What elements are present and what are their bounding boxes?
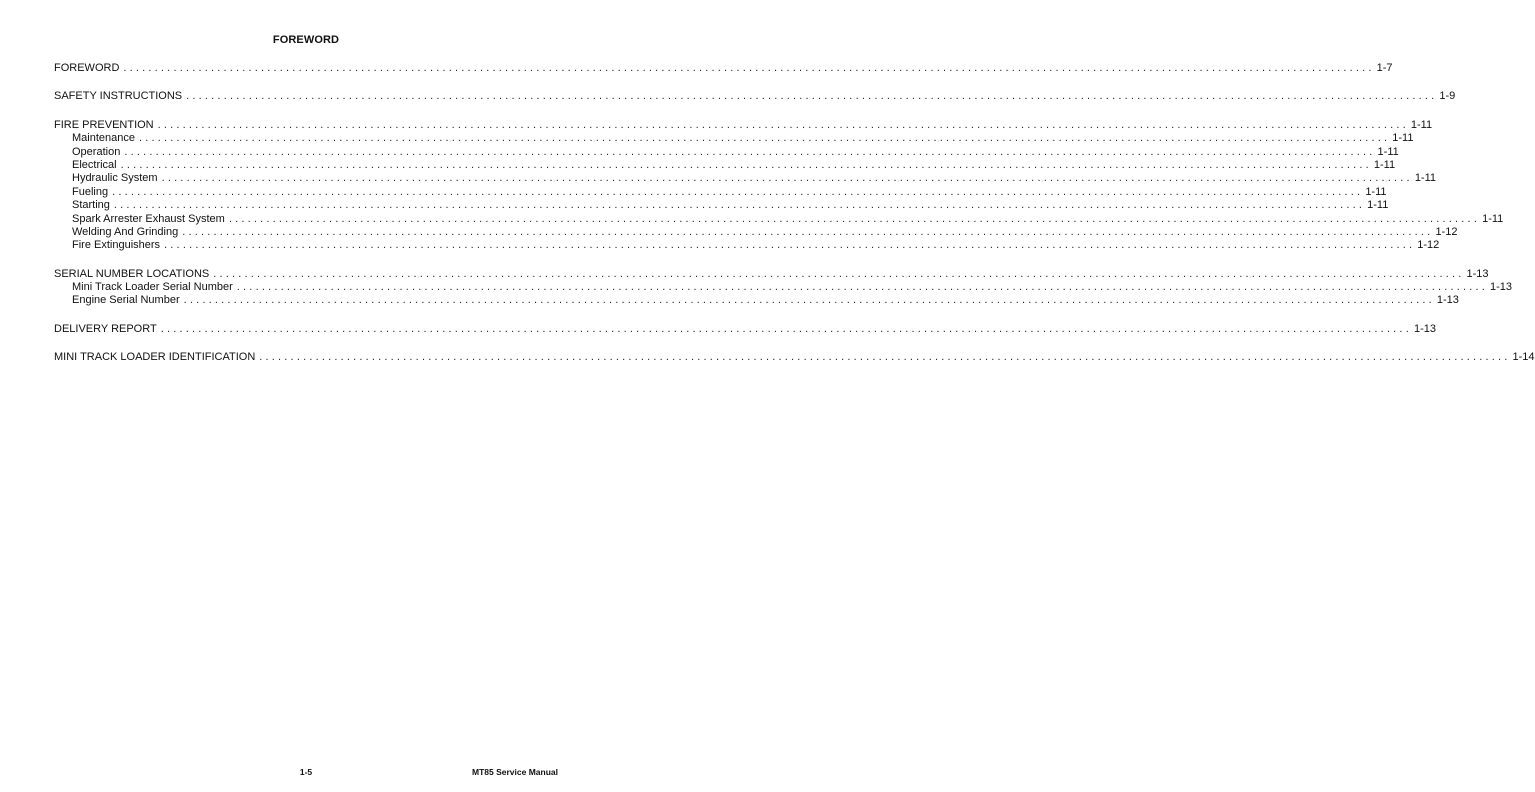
dot-leader: ........................................................................................................................................................................................................: [160, 322, 1412, 335]
toc-section: [54, 90, 1456, 103]
dot-leader: ........................................................................................................................................................................................................: [228, 212, 1481, 225]
dot-leader: ........................................................................................................................................................................................................: [113, 199, 1366, 212]
dot-leader: ........................................................................................................................................................................................................: [182, 225, 1434, 238]
toc-section: [54, 118, 1504, 253]
toc-entry-page: 1-11: [1414, 172, 1437, 185]
toc-entry: [54, 90, 1456, 103]
toc-entry-page: 1-13: [1413, 322, 1436, 335]
toc-entry-label: Electrical: [72, 158, 117, 171]
dot-leader: ........................................................................................................................................................................................................: [112, 185, 1364, 198]
toc-entry-label: FIRE PREVENTION: [54, 118, 154, 131]
toc-subentry: [54, 158, 1396, 172]
page-title: FOREWORD: [272, 34, 340, 46]
toc-entry-label: Fueling: [72, 185, 109, 198]
page-number: 1-5: [299, 767, 313, 777]
toc-entry-page: 1-11: [1367, 199, 1389, 212]
toc-entry-label: Spark Arrester Exhaust System: [72, 212, 225, 225]
toc-entry: [54, 351, 1535, 364]
toc-entry-label: FOREWORD: [54, 62, 120, 74]
toc-entry-page: 1-14: [1512, 351, 1535, 364]
toc-entry-label: Hydraulic System: [72, 172, 158, 185]
toc-subentry: [54, 172, 1437, 185]
toc-entry-page: 1-11: [1365, 185, 1387, 198]
toc-entry-label: Operation: [72, 145, 121, 158]
toc-subentry: [54, 145, 1399, 159]
dot-leader: ........................................................................................................................................................................................................: [259, 351, 1511, 364]
toc-entry-page: 1-11: [1482, 212, 1504, 225]
toc-entry-page: 1-11: [1373, 158, 1396, 171]
toc-entry-label: SAFETY INSTRUCTIONS: [54, 90, 183, 103]
dot-leader: ........................................................................................................................................................................................................: [120, 158, 1372, 171]
toc-entry-page: 1-11: [1392, 132, 1414, 145]
toc-subentry: [54, 294, 1459, 307]
dot-leader: ........................................................................................................................................................................................................: [164, 239, 1416, 252]
toc-entry: [54, 62, 1393, 75]
toc-subentry: [54, 199, 1389, 212]
toc-entry-page: 1-9: [1439, 90, 1456, 103]
toc-entry: [54, 267, 1489, 281]
toc-entry-label: Mini Track Loader Serial Number: [72, 281, 233, 294]
toc-entry-page: 1-13: [1466, 267, 1489, 280]
toc-entry-label: Starting: [72, 199, 110, 212]
dot-leader: ........................................................................................................................................................................................................: [123, 62, 1375, 74]
toc-entry-page: 1-12: [1417, 239, 1440, 252]
dot-leader: ........................................................................................................................................................................................................: [124, 145, 1376, 158]
dot-leader: ........................................................................................................................................................................................................: [139, 132, 1391, 145]
dot-leader: ........................................................................................................................................................................................................: [213, 267, 1465, 280]
toc-entry-page: 1-12: [1435, 225, 1458, 238]
toc-entry: [54, 118, 1433, 132]
dot-leader: ........................................................................................................................................................................................................: [236, 281, 1489, 294]
toc-entry-page: 1-11: [1377, 145, 1399, 158]
toc-entry-label: Maintenance: [72, 132, 135, 145]
toc-subentry: [54, 239, 1440, 252]
toc-entry-label: Fire Extinguishers: [72, 239, 161, 252]
toc-entry-label: DELIVERY REPORT: [54, 322, 157, 335]
toc-section: [54, 62, 1393, 75]
dot-leader: ........................................................................................................................................................................................................: [186, 90, 1438, 103]
table-of-contents: [54, 62, 1535, 380]
dot-leader: ........................................................................................................................................................................................................: [183, 294, 1435, 307]
toc-entry-label: Engine Serial Number: [72, 294, 180, 307]
toc-entry-label: MINI TRACK LOADER IDENTIFICATION: [54, 351, 256, 364]
toc-entry-label: Welding And Grinding: [72, 225, 179, 238]
toc-section: [54, 322, 1436, 336]
dot-leader: ........................................................................................................................................................................................................: [157, 118, 1409, 131]
toc-subentry: [54, 132, 1414, 145]
dot-leader: ........................................................................................................................................................................................................: [161, 172, 1413, 185]
toc-section: [54, 267, 1513, 308]
toc-subentry: [54, 212, 1504, 226]
toc-entry-page: 1-13: [1436, 294, 1459, 307]
toc-section: [54, 351, 1535, 364]
manual-name: MT85 Service Manual: [472, 767, 558, 777]
toc-subentry: [54, 185, 1387, 199]
toc-subentry: [54, 281, 1513, 294]
toc-entry-page: 1-7: [1376, 62, 1393, 74]
toc-subentry: [54, 225, 1458, 239]
toc-entry-page: 1-11: [1410, 118, 1433, 131]
toc-entry-label: SERIAL NUMBER LOCATIONS: [54, 267, 210, 280]
toc-entry: [54, 322, 1436, 336]
toc-entry-page: 1-13: [1490, 281, 1513, 294]
